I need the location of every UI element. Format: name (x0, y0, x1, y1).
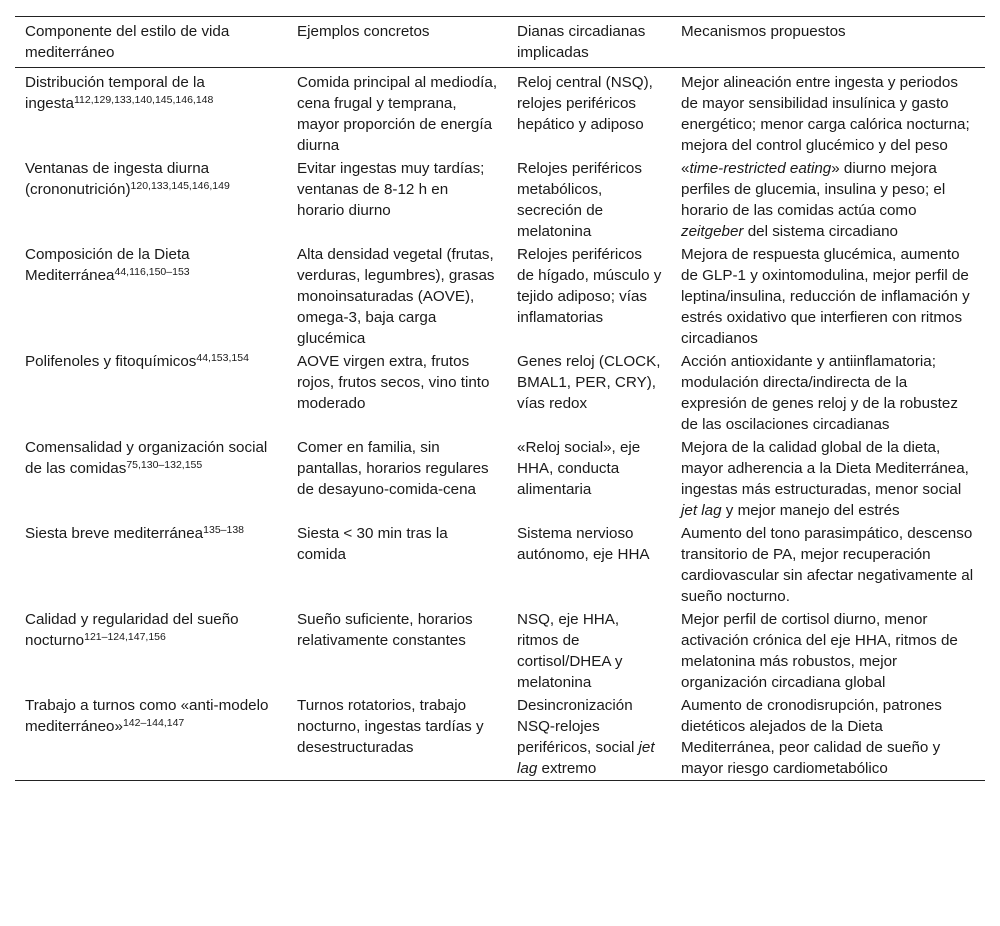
mechanisms-text: « (681, 160, 690, 177)
header-row (15, 17, 985, 68)
mechanisms-text: Aumento de cronodisrupción, patrones dietéticos alejados de la Dieta Mediterránea, peor calidad de sueño y mayor riesgo cardiometabólico (681, 697, 942, 777)
header-component: Componente del estilo de vida mediterráneo (25, 23, 230, 61)
targets-text: Reloj central (NSQ), relojes periféricos hepático y adiposo (517, 74, 653, 133)
cell-examples: Alta densidad vegetal (frutas, verduras, legumbres), grasas monoinsaturadas (AOVE), omega-3, baja carga glucémica (297, 246, 495, 347)
reference-superscript: 142–144,147 (122, 717, 185, 729)
cell-examples: Evitar ingestas muy tardías; ventanas de 8-12 h en horario diurno (297, 160, 485, 219)
mechanisms-italic-term: jet lag (681, 502, 722, 519)
cell-component (15, 243, 287, 350)
cell-component (15, 350, 287, 436)
cell-component (15, 157, 287, 243)
targets-text: NSQ, eje HHA, ritmos de cortisol/DHEA y melatonina (517, 611, 623, 691)
cell-mechanisms (671, 68, 985, 158)
cell-examples: Comida principal al mediodía, cena frugal y temprana, mayor proporción de energía diurna (297, 74, 498, 154)
component-text: Comensalidad y organización social de las comidas (25, 439, 268, 477)
table-row (15, 522, 985, 608)
mechanisms-text: » diurno mejora perfiles de glucemia, insulina y peso; el horario de las comidas actúa como (681, 160, 946, 219)
cell-targets (507, 157, 671, 243)
mechanisms-text: Acción antioxidante y antiinflamatoria; modulación directa/indirecta de la expresión de genes reloj y de la robustez de las oscilaciones circadianas (681, 353, 958, 433)
cell-component (15, 522, 287, 608)
table-container (15, 16, 985, 781)
header-targets: Dianas circadianas implicadas (517, 23, 646, 61)
mechanisms-italic-term: time-restricted eating (689, 160, 832, 177)
table-row (15, 68, 985, 158)
mechanisms-text: Mejora de respuesta glucémica, aumento de GLP-1 y oxintomodulina, mejor perfil de leptina/insulina, reducción de inflamación y estrés oxidativo que interfieren con ritmos circadianos (681, 246, 970, 347)
cell-examples: Turnos rotatorios, trabajo nocturno, ingestas tardías y desestructuradas (297, 697, 484, 756)
cell-targets (507, 243, 671, 350)
header-mechanisms: Mecanismos propuestos (681, 23, 846, 40)
targets-text: «Reloj social», eje HHA, conducta alimentaria (517, 439, 641, 498)
cell-component (15, 608, 287, 694)
targets-text: Desincronización NSQ-relojes periféricos, social (517, 697, 639, 756)
component-text: Distribución temporal de la ingesta (25, 74, 205, 112)
reference-superscript: 121–124,147,156 (84, 631, 166, 643)
table-row (15, 243, 985, 350)
table-row (15, 157, 985, 243)
cell-mechanisms (671, 436, 985, 522)
cell-examples: AOVE virgen extra, frutos rojos, frutos secos, vino tinto moderado (297, 353, 490, 412)
targets-text: extremo (537, 760, 597, 777)
mechanisms-text: y mejor manejo del estrés (721, 502, 900, 519)
mechanisms-text: del sistema circadiano (743, 223, 898, 240)
targets-text: Relojes periféricos de hígado, músculo y tejido adiposo; vías inflamatorias (517, 246, 662, 326)
targets-italic-term: jet lag (517, 739, 655, 777)
table-row (15, 608, 985, 694)
mechanisms-text: Mejor alineación entre ingesta y periodos de mayor sensibilidad insulínica y gasto energético; menor carga calórica nocturna; mejora del control glucémico y del peso (681, 74, 970, 154)
cell-targets (507, 68, 671, 158)
mechanisms-text: Mejora de la calidad global de la dieta, mayor adherencia a la Dieta Mediterránea, ingestas más estructuradas, menor social (681, 439, 969, 498)
reference-superscript: 112,129,133,140,145,146,148 (73, 94, 214, 106)
component-text: Siesta breve mediterránea (25, 525, 204, 542)
cell-component (15, 694, 287, 781)
cell-targets (507, 608, 671, 694)
mechanisms-text: Aumento del tono parasimpático, descenso transitorio de PA, mejor recuperación cardiovascular sin afectar negativamente al sueño nocturno. (681, 525, 974, 605)
table-row (15, 694, 985, 781)
targets-text: Relojes periféricos metabólicos, secreción de melatonina (517, 160, 642, 240)
cell-targets (507, 350, 671, 436)
targets-text: Sistema nervioso autónomo, eje HHA (517, 525, 650, 563)
reference-superscript: 135–138 (203, 524, 245, 536)
cell-mechanisms (671, 157, 985, 243)
table-row (15, 436, 985, 522)
cell-component (15, 436, 287, 522)
header-examples: Ejemplos concretos (297, 23, 430, 40)
cell-mechanisms (671, 694, 985, 781)
cell-targets (507, 436, 671, 522)
table-row (15, 350, 985, 436)
cell-targets (507, 522, 671, 608)
component-text: Trabajo a turnos como «anti-modelo mediterráneo» (25, 697, 269, 735)
cell-targets (507, 694, 671, 781)
reference-superscript: 44,116,150–153 (114, 266, 190, 278)
cell-examples: Sueño suficiente, horarios relativamente constantes (297, 611, 473, 649)
mediterranean-circadian-table (15, 16, 985, 781)
cell-component (15, 68, 287, 158)
mechanisms-italic-term: zeitgeber (681, 223, 744, 240)
cell-mechanisms (671, 243, 985, 350)
component-text: Ventanas de ingesta diurna (crononutrición) (25, 160, 210, 198)
mechanisms-text: Mejor perfil de cortisol diurno, menor activación crónica del eje HHA, ritmos de melatonina más robustos, mejor organización circadiana global (681, 611, 958, 691)
cell-examples: Comer en familia, sin pantallas, horarios regulares de desayuno-comida-cena (297, 439, 489, 498)
targets-text: Genes reloj (CLOCK, BMAL1, PER, CRY), vías redox (517, 353, 661, 412)
reference-superscript: 75,130–132,155 (126, 459, 203, 471)
cell-mechanisms (671, 350, 985, 436)
cell-examples: Siesta < 30 min tras la comida (297, 525, 448, 563)
reference-superscript: 44,153,154 (196, 352, 249, 364)
component-text: Calidad y regularidad del sueño nocturno (25, 611, 239, 649)
reference-superscript: 120,133,145,146,149 (130, 180, 230, 192)
cell-mechanisms (671, 608, 985, 694)
component-text: Polifenoles y fitoquímicos (25, 353, 197, 370)
component-text: Composición de la Dieta Mediterránea (25, 246, 190, 284)
cell-mechanisms (671, 522, 985, 608)
